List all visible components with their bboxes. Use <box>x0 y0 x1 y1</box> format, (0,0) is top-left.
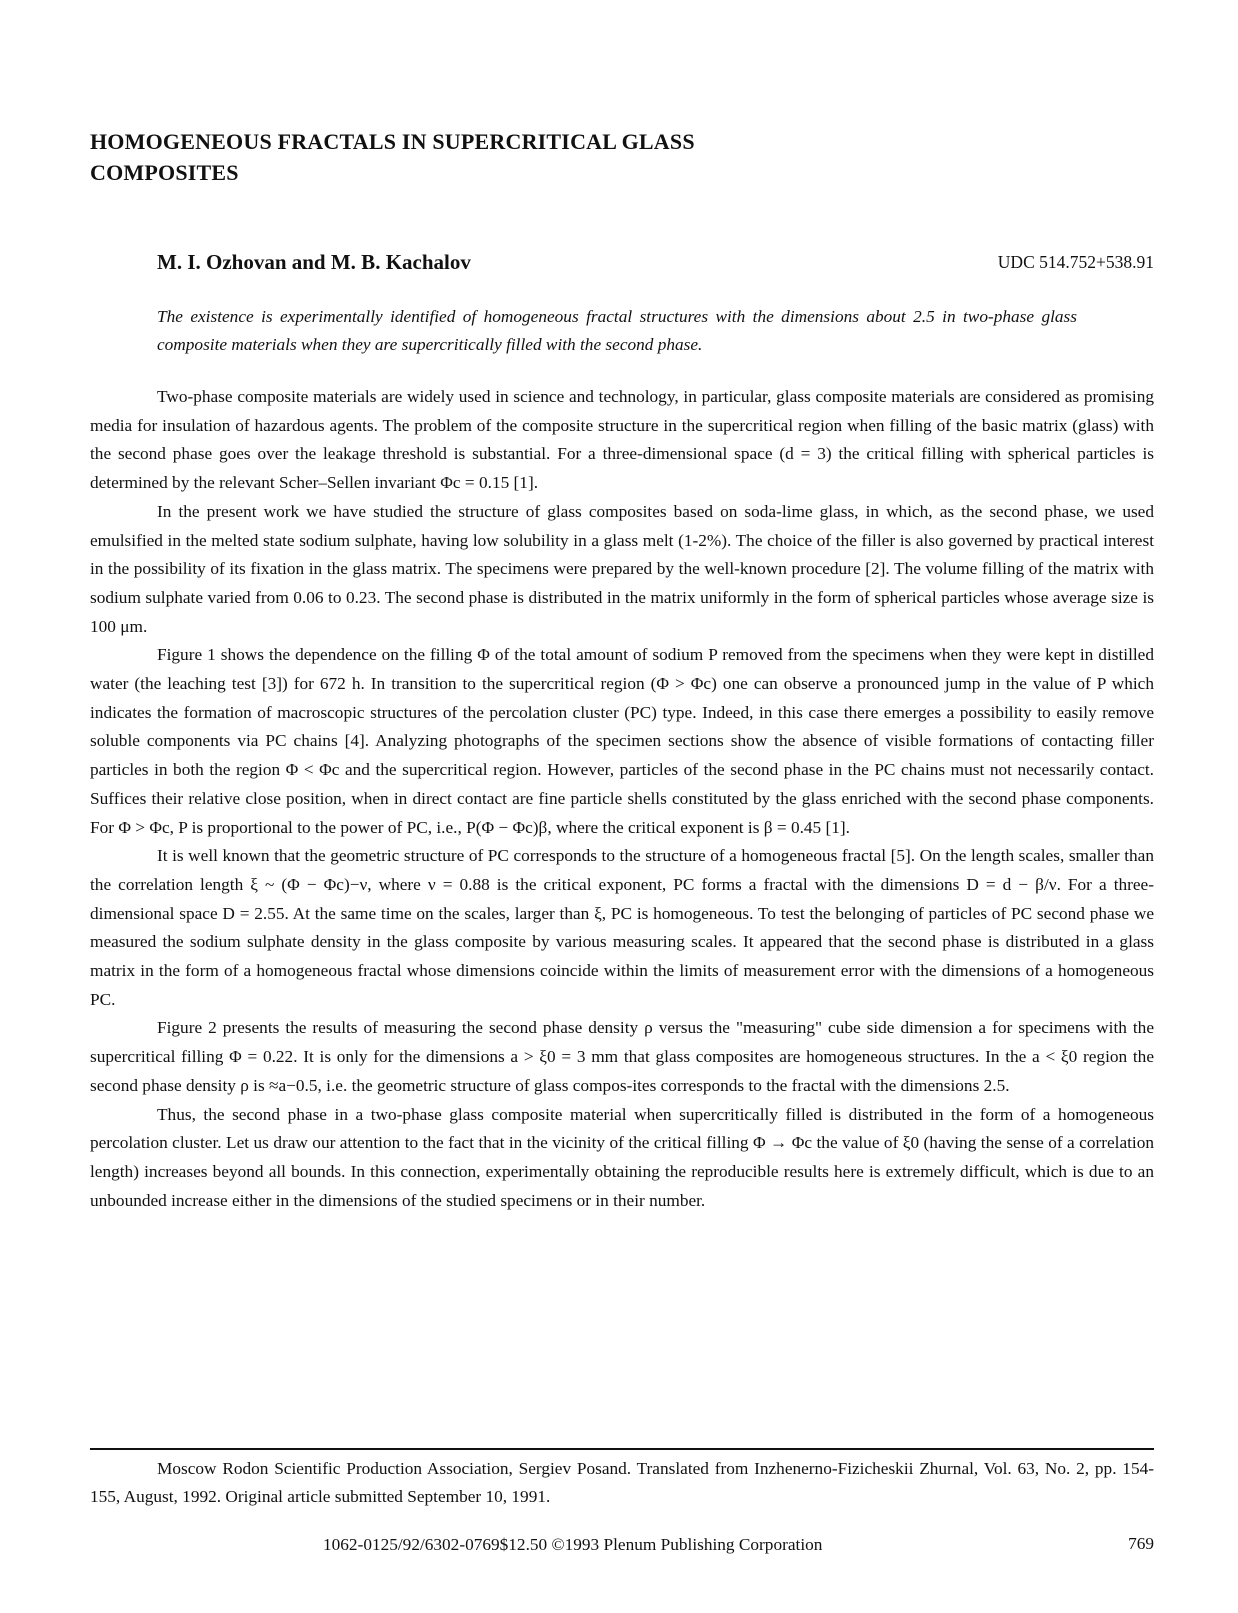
paragraph: Figure 1 shows the dependence on the filling Φ of the total amount of sodium P removed from the specimens when they were kept in distilled water (the leaching test [3]) for 672 h. In transition to the supercritical region (Φ > Φc) one can observe a pronounced jump in the value of P which indicates the formation of macroscopic structures of the percolation cluster (PC) type. Indeed, in this case there emerges a possibility to easily remove soluble components via PC chains [4]. Analyzing photographs of the specimen sections show the absence of visible formations of contacting filler particles in both the region Φ < Φc and the supercritical region. However, particles of the second phase in the PC chains must not necessarily contact. Suffices their relative close position, when in direct contact are fine particle shells constituted by the glass enriched with the second phase components. For Φ > Φc, P is proportional to the power of PC, i.e., P(Φ − Φc)β, where the critical exponent is β = 0.45 [1]. <box>90 645 1154 837</box>
paragraph: Figure 2 presents the results of measuring the second phase density ρ versus the "measuring" cube side dimension a for specimens with the supercritical filling Φ = 0.22. It is only for the dimensions a > ξ0 = 3 mm that glass composites are homogeneous structures. In the a < ξ0 region the second phase density ρ is ≈a−0.5, i.e. the geometric structure of glass compos-ites corresponds to the fractal with the dimensions 2.5. <box>90 1018 1154 1095</box>
paragraph: Thus, the second phase in a two-phase glass composite material when supercritically filled is distributed in the form of a homogeneous percolation cluster. Let us draw our attention to the fact that in the vicinity of the critical filling Φ → Φc the value of ξ0 (having the sense of a correlation length) increases beyond all bounds. In this connection, experimentally obtaining the reproducible results here is extremely difficult, which is due to an unbounded increase either in the dimensions of the studied specimens or in their number. <box>90 1104 1154 1210</box>
authors: M. I. Ozhovan and M. B. Kachalov <box>157 250 471 274</box>
paragraph: Two-phase composite materials are widely used in science and technology, in particular, glass composite materials are considered as promising media for insulation of hazardous agents. The problem of the composite structure in the supercritical region when filling of the basic matrix (glass) with the second phase goes over the leakage threshold is substantial. For a three-dimensional space (d = 3) the critical filling with spherical particles is determined by the relevant Scher–Sellen invariant Φc = 0.15 [1]. <box>90 387 1154 493</box>
title-line-2: COMPOSITES <box>90 160 239 185</box>
page-number: 769 <box>1128 1534 1154 1553</box>
publication-code: 1062-0125/92/6302-0769$12.50 ©1993 Plenum Publishing Corporation <box>323 1535 823 1554</box>
title-line-1: HOMOGENEOUS FRACTALS IN SUPERCRITICAL GLASS <box>90 129 695 154</box>
udc-code: UDC 514.752+538.91 <box>997 252 1154 272</box>
paragraph: It is well known that the geometric structure of PC corresponds to the structure of a homogeneous fractal [5]. On the length scales, smaller than the correlation length ξ ~ (Φ − Φc)−ν, where ν = 0.88 is the critical exponent, PC forms a fractal with the dimensions D = d − β/ν. For a three-dimensional space D = 2.55. At the same time on the scales, larger than ξ, PC is homogeneous. To test the belonging of particles of PC second phase we measured the sodium sulphate density in the glass composite by various measuring scales. It appeared that the second phase is distributed in a glass matrix in the form of a homogeneous fractal whose dimensions coincide within the limits of measurement error with the dimensions of a homogeneous PC. <box>90 846 1154 1009</box>
paragraph: In the present work we have studied the structure of glass composites based on soda-lime glass, in which, as the second phase, we used emulsified in the melted state sodium sulphate, having low solubility in a glass melt (1-2%). The choice of the filler is also governed by practical interest in the possibility of its fixation in the glass matrix. The specimens were prepared by the well-known procedure [2]. The volume filling of the matrix with sodium sulphate varied from 0.06 to 0.23. The second phase is distributed in the matrix uniformly in the form of spherical particles whose average size is 100 μm. <box>90 501 1154 636</box>
abstract: The existence is experimentally identified of homogeneous fractal structures with the dimensions about 2.5 in two-phase glass composite materials when they are supercritically filled with the second phase. <box>157 307 1077 354</box>
article-title <box>90 126 850 188</box>
footnote-divider <box>90 1448 1154 1450</box>
footnote: Moscow Rodon Scientific Production Association, Sergiev Posand. Translated from Inzhenerno-Fizicheskii Zhurnal, Vol. 63, No. 2, pp. 154-155, August, 1992. Original article submitted September 10, 1991. <box>90 1459 1154 1506</box>
article-body <box>90 383 1154 1215</box>
